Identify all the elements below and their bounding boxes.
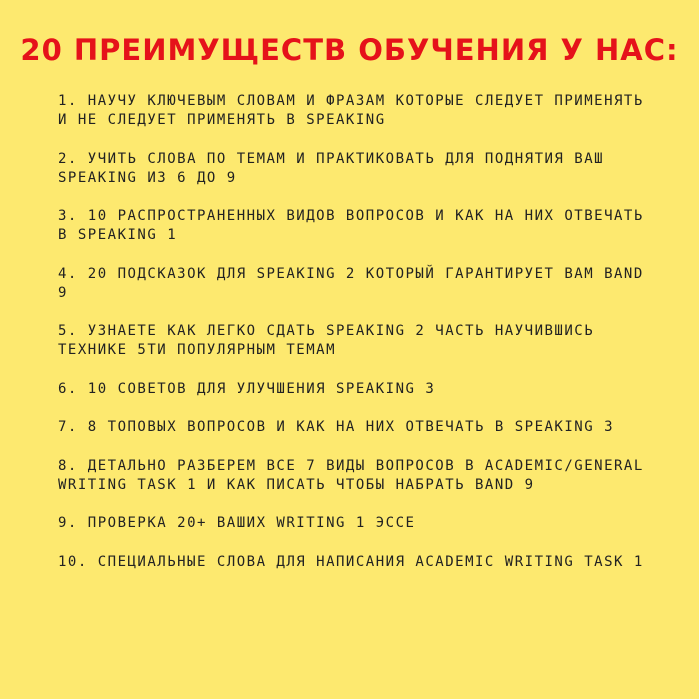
benefits-list [58, 92, 648, 591]
poster-title: 20 ПРЕИМУЩЕСТВ ОБУЧЕНИЯ У НАС: [20, 33, 679, 67]
benefit-item-9: 9. ПРОВЕРКА 20+ ВАШИХ WRITING 1 ЭССЕ [58, 515, 416, 531]
benefit-item-6: 6. 10 СОВЕТОВ ДЛЯ УЛУЧШЕНИЯ SPEAKING 3 [58, 380, 436, 397]
benefit-item-5: 5. УЗНАЕТЕ КАК ЛЕГКО СДАТЬ SPEAKING 2 ЧАСТЬ НАУЧИВШИСЬ ТЕХНИКЕ 5ТИ ПОПУЛЯРНЫМ ТЕМАМ [58, 323, 595, 358]
benefit-item-8: 8. ДЕТАЛЬНО РАЗБЕРЕМ ВСЕ 7 ВИДЫ ВОПРОСОВ В ACADEMIC/GENERAL WRITING TASK 1 И КАК ПИСАТЬ ЧТОБЫ НАБРАТЬ BAND 9 [58, 457, 644, 493]
benefit-item-3: 3. 10 РАСПРОСТРАНЕННЫХ ВИДОВ ВОПРОСОВ И КАК НА НИХ ОТВЕЧАТЬ В SPEAKING 1 [58, 208, 644, 243]
benefit-item-1: 1. НАУЧУ КЛЮЧЕВЫМ СЛОВАМ И ФРАЗАМ КОТОРЫЕ СЛЕДУЕТ ПРИМЕНЯТЬ И НЕ СЛЕДУЕТ ПРИМЕНЯТЬ В SPEAKING [58, 93, 644, 128]
benefit-item-10: 10. СПЕЦИАЛЬНЫЕ СЛОВА ДЛЯ НАПИСАНИЯ ACADEMIC WRITING TASK 1 [58, 553, 644, 570]
benefit-item-4: 4. 20 ПОДСКАЗОК ДЛЯ SPEAKING 2 КОТОРЫЙ ГАРАНТИРУЕТ ВАМ BAND 9 [58, 265, 644, 301]
benefit-item-2: 2. УЧИТЬ СЛОВА ПО ТЕМАМ И ПРАКТИКОВАТЬ ДЛЯ ПОДНЯТИЯ ВАШ SPEAKING ИЗ 6 ДО 9 [58, 150, 605, 186]
benefit-item-7: 7. 8 ТОПОВЫХ ВОПРОСОВ И КАК НА НИХ ОТВЕЧАТЬ В SPEAKING 3 [58, 419, 615, 435]
